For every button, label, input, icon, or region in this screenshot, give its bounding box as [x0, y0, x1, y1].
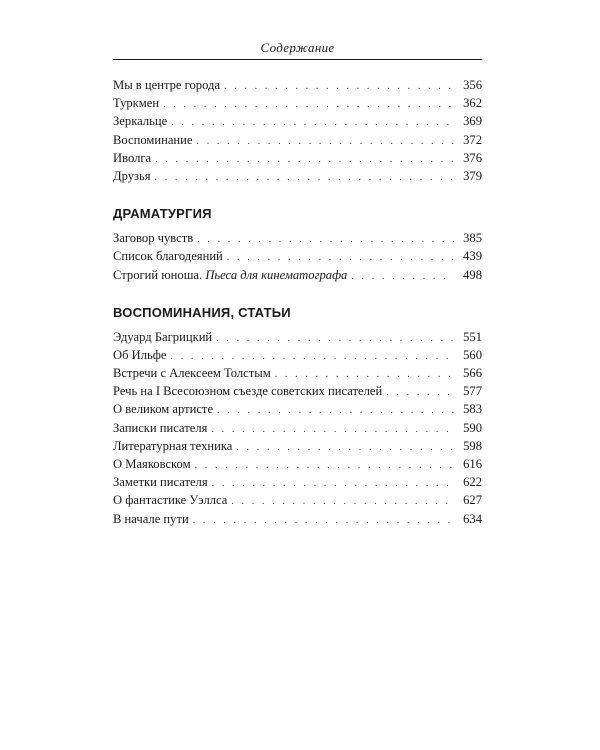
section-title: ВОСПОМИНАНИЯ, СТАТЬИ	[113, 304, 291, 320]
dot-leader	[197, 133, 454, 151]
toc-entry-page-number: 627	[463, 493, 482, 508]
toc-entry-title	[113, 247, 227, 265]
toc-entry-main-title: Зеркальце	[113, 114, 168, 129]
dot-leader	[231, 493, 454, 511]
toc-entry-main-title: Друзья	[113, 168, 151, 183]
toc-entry-main-title: Иволга	[113, 150, 152, 165]
toc-entry-main-title: Об Ильфе	[113, 347, 167, 362]
toc-entry-main-title: Туркмен	[113, 96, 160, 111]
toc-entry-page-number: 356	[463, 78, 482, 92]
toc-entry[interactable]	[113, 473, 482, 491]
toc-entry-page-number: 379	[463, 168, 482, 183]
dot-leader	[236, 439, 454, 457]
toc-entry-title	[113, 382, 386, 400]
toc-entry-page-number: 598	[463, 438, 482, 453]
dot-leader	[386, 384, 454, 402]
toc-entry[interactable]	[113, 455, 482, 473]
toc-entry[interactable]	[113, 247, 482, 265]
dot-leader	[197, 231, 454, 249]
toc-entry-page-number: 498	[463, 267, 482, 282]
toc-entry-main-title: О фантастике Уэллса	[113, 493, 228, 508]
toc-entry-main-title: Эдуард Багрицкий	[113, 329, 213, 344]
toc-entry-page-number: 566	[463, 366, 482, 381]
toc-entry[interactable]	[113, 364, 482, 382]
toc-entry[interactable]	[113, 94, 482, 112]
toc-entry-main-title: О Маяковском	[113, 457, 191, 471]
toc-entry[interactable]	[113, 346, 482, 364]
toc-entry-main-title: Заговор чувств	[113, 231, 194, 246]
toc-entry-page-number: 385	[463, 231, 482, 246]
toc-entry-page-number: 590	[463, 420, 482, 435]
toc-entry[interactable]	[113, 167, 482, 185]
toc-entry-main-title: Список благодеяний	[113, 249, 223, 264]
toc-entry-main-title: Мы в центре города	[113, 78, 221, 92]
section-title: ДРАМАТУРГИЯ	[113, 206, 212, 222]
toc-section	[113, 206, 482, 284]
toc-entry[interactable]	[113, 266, 482, 284]
toc-entry[interactable]	[113, 382, 482, 400]
toc-entry-page-number: 439	[463, 249, 482, 264]
dot-leader	[212, 475, 454, 493]
toc-entry[interactable]	[113, 131, 482, 149]
toc-entry-page-number: 551	[463, 329, 482, 344]
dot-leader	[155, 169, 454, 187]
toc-entry-title	[113, 94, 163, 112]
toc-entry[interactable]	[113, 229, 482, 247]
toc-entry-title	[113, 167, 155, 185]
toc-entry[interactable]	[113, 491, 482, 509]
toc-entry[interactable]	[113, 76, 482, 94]
dot-leader	[171, 114, 454, 132]
toc-entry-title	[113, 400, 217, 418]
toc-entry-main-title: Встречи с Алексеем Толстым	[113, 366, 271, 381]
toc-entry[interactable]	[113, 328, 482, 346]
toc-entry-title	[113, 491, 231, 509]
toc-entry-title	[113, 473, 212, 491]
dot-leader	[163, 96, 454, 114]
toc-entry-title	[113, 112, 171, 130]
toc-entry-main-title: О великом артисте	[113, 402, 214, 417]
dot-leader	[351, 268, 454, 286]
toc-section	[113, 305, 482, 528]
toc-entry-page-number: 372	[463, 132, 482, 147]
dot-leader	[195, 457, 454, 475]
toc-entry[interactable]	[113, 112, 482, 130]
toc-entry-title	[113, 455, 195, 473]
toc-entry-page-number: 616	[463, 457, 482, 471]
toc-entry-title	[113, 266, 351, 284]
toc-entry-page-number: 560	[463, 347, 482, 362]
toc-entry-title	[113, 419, 211, 437]
toc-section	[113, 76, 482, 185]
toc-page	[113, 40, 482, 528]
toc-entry-title	[113, 346, 171, 364]
toc-entry-page-number: 622	[463, 475, 482, 490]
dot-leader	[217, 402, 454, 420]
dot-leader	[155, 151, 454, 169]
toc-entry-title	[113, 229, 197, 247]
toc-entry-subtitle: Пьеса для кинематографа	[205, 267, 348, 282]
toc-entry-main-title: Заметки писателя	[113, 475, 208, 490]
dot-leader	[216, 330, 454, 348]
toc-entry-main-title: Записки писателя	[113, 420, 208, 435]
toc-entry-main-title: Литературная техника	[113, 438, 233, 453]
table-of-contents	[113, 76, 482, 528]
toc-entry-title	[113, 437, 236, 455]
toc-entry-main-title: Строгий юноша.	[113, 267, 206, 282]
toc-entry-page-number: 362	[463, 96, 482, 111]
toc-entry-title	[113, 328, 216, 346]
toc-entry[interactable]	[113, 510, 482, 528]
running-head: Содержание	[113, 40, 482, 60]
toc-entry-page-number: 376	[463, 150, 482, 165]
toc-entry-title	[113, 149, 155, 167]
toc-entry-title	[113, 131, 197, 149]
toc-entry[interactable]	[113, 419, 482, 437]
toc-entry-main-title: В начале пути	[113, 511, 189, 526]
toc-entry-main-title: Воспоминание	[113, 132, 193, 147]
toc-entry-page-number: 577	[463, 384, 482, 399]
toc-entry-title	[113, 364, 275, 382]
toc-entry-main-title: Речь на I Всесоюзном съезде советских писателей	[113, 384, 383, 399]
toc-entry[interactable]	[113, 437, 482, 455]
dot-leader	[211, 421, 454, 439]
toc-entry[interactable]	[113, 149, 482, 167]
toc-entry-page-number: 634	[463, 511, 482, 526]
toc-entry-page-number: 583	[463, 402, 482, 417]
toc-entry-title	[113, 76, 224, 94]
toc-entry-title	[113, 510, 193, 528]
dot-leader	[224, 78, 454, 96]
toc-entry-page-number: 369	[463, 114, 482, 129]
dot-leader	[193, 512, 454, 530]
toc-entry[interactable]	[113, 400, 482, 418]
